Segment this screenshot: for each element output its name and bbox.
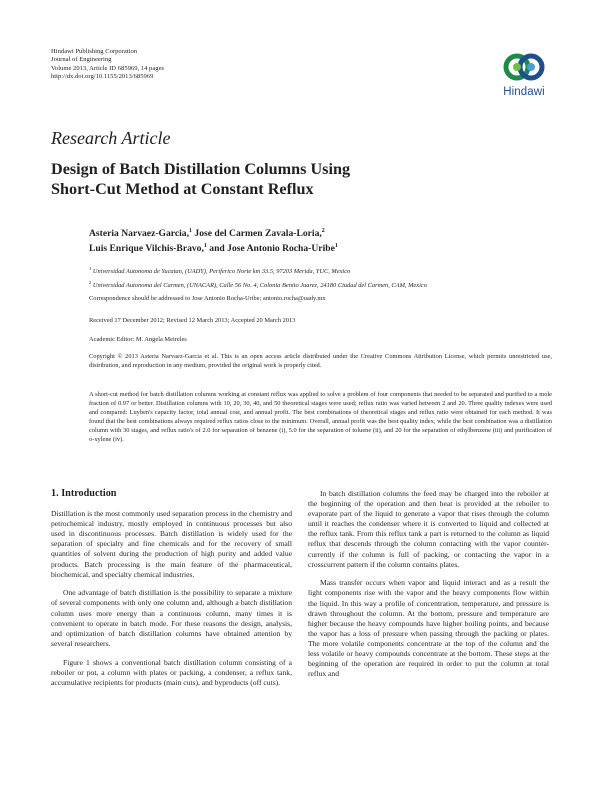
doi-link[interactable]: http://dx.doi.org/10.1155/2013/685969 xyxy=(51,73,154,81)
affil-text: Universidad Autonoma del Carmen, (UNACAR), Calle 56 No. 4, Colonia Benito Juarez, 24180 Ciudad del Carmen, CAM, Mexico xyxy=(92,281,427,289)
article-dates: Received 17 December 2012; Revised 12 March 2013; Accepted 20 March 2013 xyxy=(89,317,296,324)
author-affil-sup: 2 xyxy=(321,228,325,234)
affiliation-2 xyxy=(89,278,559,292)
author-affil-sup: 1 xyxy=(203,243,207,250)
author-affil-sup: 1 xyxy=(189,228,192,234)
author-list xyxy=(89,225,559,256)
abstract: A short-cut method for batch distillation columns working at constant reflux was applied to solve a problem of four components that needed to be separated and purified to a mole fraction of 0.97 or better. Distillation columns with 10, 20, 30, 40, and 50 theoretical stages were used; reflux ratio was varied between 2 and 20. Three quality indexes were used and compared: Luyben's capacity factor, total annual cost, and annual profit. The best combinations of theoretical stages and reflux ratio were obtained for each method. It was found that the best combinations always required reflux ratios close to the minimum. Overall, annual profit was the best quality index, while the best combination was a distillation column with 30 stages, and reflux ratio's of 2.0 for separation of benzene (i), 5.0 for the separation of toluene (ii), and 20 for the separation of ethylbenzene (iii) and purification of o-xylene (iv). xyxy=(89,391,552,443)
affiliations xyxy=(89,264,559,291)
title-line-1: Design of Batch Distillation Columns Using xyxy=(51,160,351,178)
paragraph: Distillation is the most commonly used separation process in the chemistry and petrochemical industry, mostly employed in continuous processes but also used in discontinuous processes. Batch distillation is widely used for the separation of specialty and fine chemicals and for the recovery of small quantities of solvent during the production of high purity and added value products. Batch processing is the main feature of the pharmaceutical, biochemical, and specialty chemical industries. xyxy=(51,509,292,579)
author-affil-sup: 1 xyxy=(334,243,338,250)
correspondence: Correspondence should be addressed to Jose Antonio Rocha-Uribe; antonio.rocha@uady.mx xyxy=(89,295,326,302)
hindawi-logo xyxy=(493,48,555,106)
paragraph: One advantage of batch distillation is the possibility to separate a mixture of several components with only one column and, although a batch distillation column uses more energy than a continuous column, many times it is convenient to operate in batch mode. For these reasons the design, analysis, and optimization of batch distillation columns have obtained attention by several researchers. xyxy=(51,588,292,648)
author-name: and Jose Antonio Rocha-Uribe xyxy=(209,243,335,255)
title-line-2: Short-Cut Method at Constant Reflux xyxy=(51,180,314,198)
article-title xyxy=(51,159,531,199)
author-name: Luis Enrique Vilchis-Bravo, xyxy=(89,243,204,255)
affil-sup: 2 xyxy=(89,279,92,285)
author-name: Jose del Carmen Zavala-Loria, xyxy=(194,228,322,240)
copyright-notice: Copyright © 2013 Asteria Narvaez-Garcia et al. This is an open access article distributed under the Creative Commons Attribution License, which permits unrestricted use, distribution, and reproduction in any medium, provided the original work is properly cited. xyxy=(89,353,552,369)
author-name: Asteria Narvaez-Garcia, xyxy=(89,228,189,240)
logo-wordmark: Hindawi xyxy=(503,86,545,98)
journal-name: Journal of Engineering xyxy=(51,56,112,64)
academic-editor: Academic Editor: M. Angela Meireles xyxy=(89,336,187,343)
paragraph: In batch distillation columns the feed may be charged into the reboiler at the beginning of the operation and then heat is provided at the reboiler to evaporate part of the liquid to generate a vapor that rises through the column until it reaches the condenser where it is converted to liquid and collected at the reflux tank. From this reflux tank a part is returned to the column as liquid reflux that descends through the column contacting with the vapor counter-currently if the column is full of packing, or contacting the vapor in a crosscurrent pattern if the column contains plates. xyxy=(308,489,549,569)
publisher-name: Hindawi Publishing Corporation xyxy=(51,48,138,55)
affil-text: Universidad Autonoma de Yucatan, (UADY), Periferico Norte km 33.5, 97203 Merida, YUC, Mexico xyxy=(92,268,351,276)
journal-header xyxy=(51,48,164,82)
hindawi-rings-icon xyxy=(502,48,546,88)
article-type: Research Article xyxy=(51,128,171,148)
body-column-left xyxy=(51,489,292,696)
affiliation-1 xyxy=(89,264,559,278)
volume-info: Volume 2013, Article ID 685969, 14 pages xyxy=(51,64,165,72)
paragraph: Mass transfer occurs when vapor and liquid interact and as a result the light components rise with the vapor and the heavy components flow within the liquid. In this way a profile of concentration, temperature, and pressure is drawn throughout the column. At the bottom, pressure and temperature are higher because the heavy compounds have higher boiling points, and because the vapor has a loss of pressure when passing through the packing or plates. The more volatile components concentrate at the top of the column and the less volatile or heavy compounds concentrate at the bottom. These steps at the beginning of the operation are required in order to put the column at total reflux and xyxy=(308,578,549,679)
body-column-right xyxy=(308,489,549,688)
paragraph: Figure 1 shows a conventional batch distillation column consisting of a reboiler or pot, a column with plates or packing, a condenser, a reflux tank, accumulative recipients for products (main cuts), and byproducts (off cuts). xyxy=(51,657,292,687)
section-heading: 1. Introduction xyxy=(51,488,117,499)
affil-sup: 1 xyxy=(89,266,92,271)
